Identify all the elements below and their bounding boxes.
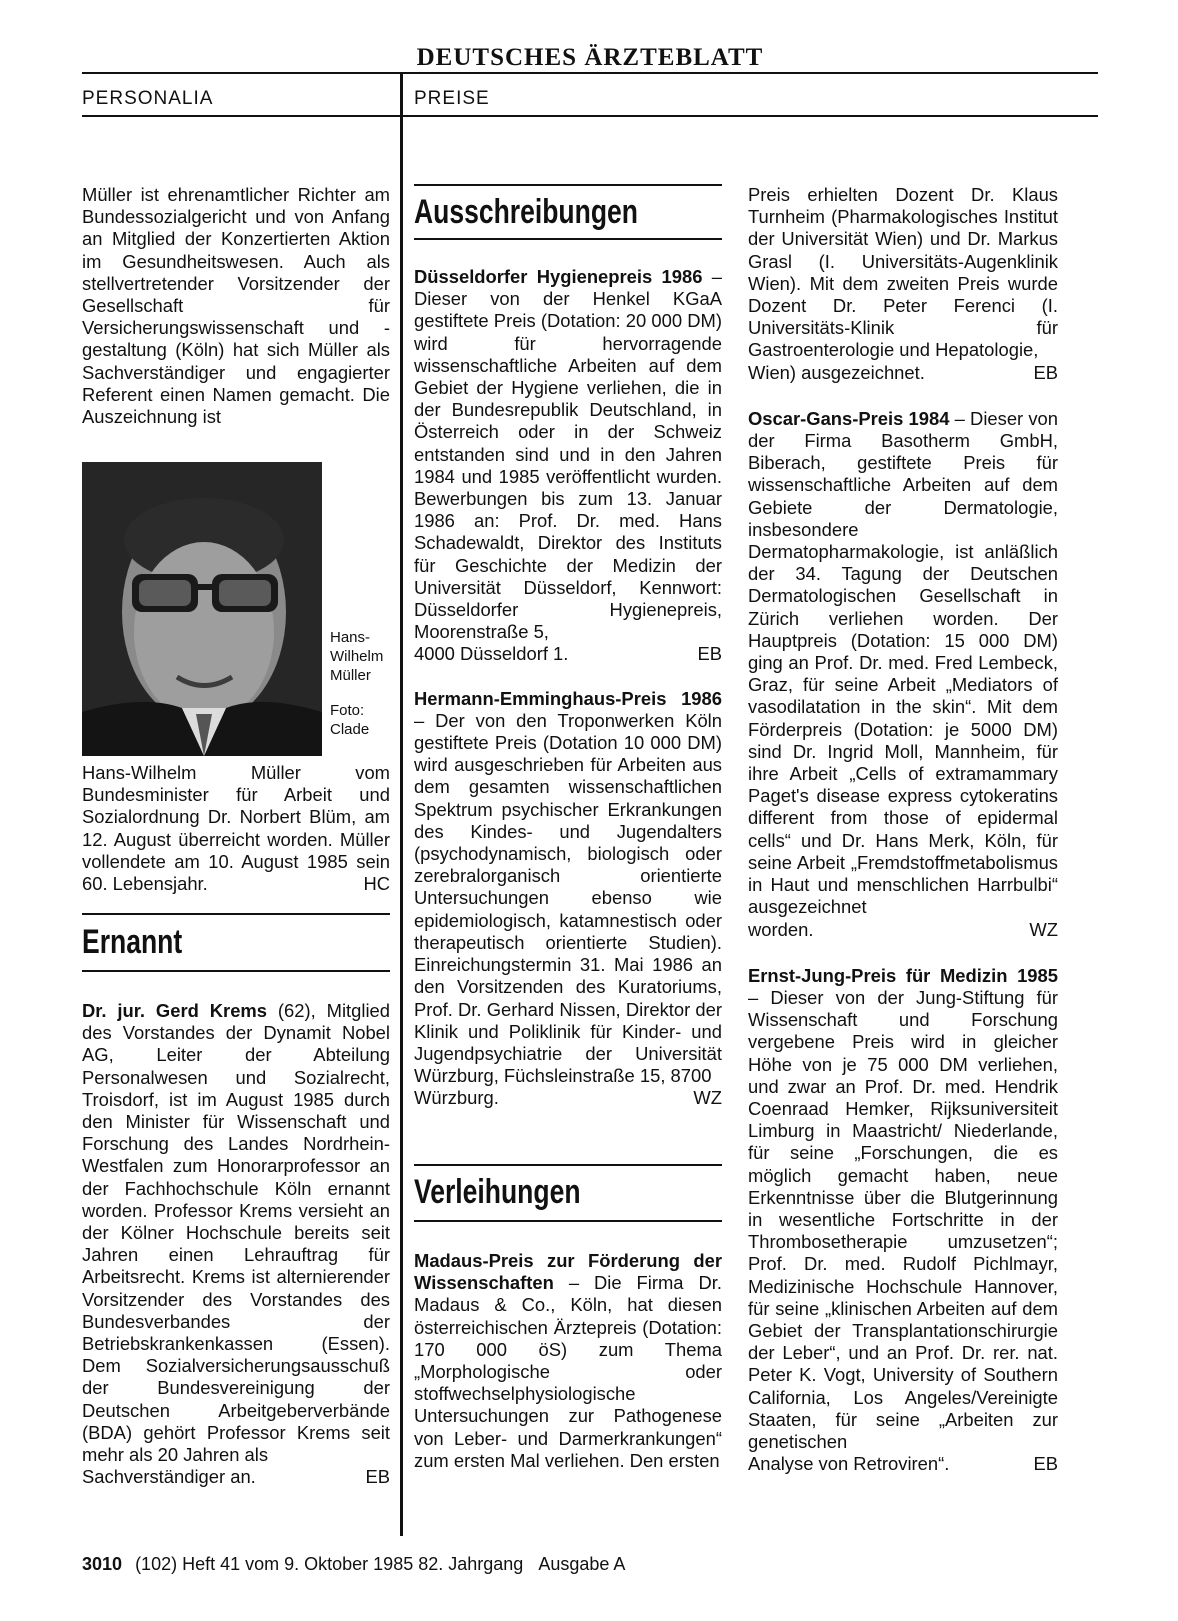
krems-lastline (82, 1466, 390, 1488)
signature-hc: HC (363, 873, 390, 895)
column-1-bottom (82, 1000, 390, 1488)
rule-ernannt (82, 913, 390, 915)
oscar-gans-lastline (748, 919, 1058, 941)
emminghaus-lastline (414, 1087, 722, 1109)
column-divider (400, 72, 403, 1536)
hygienepreis-body: – Dieser von der Henkel KGaA gestiftete Preis (Dotation: 20 000 DM) wird für hervorragende wissenschaftliche Arbeiten auf dem Gebiet der Hygiene verliehen, die in der Bundesrepublik Deutschland, in Österreich oder in der Schweiz entstanden sind und in den Jahren 1984 und 1985 veröffentlicht wurden. Bewerbungen bis zum 13. Januar 1986 an: Prof. Dr. med. Hans Schadewaldt, Direktor des Instituts für Geschichte der Medizin der Universität Düsseldorf, Kennwort: Düsseldorfer Hygienepreis, Moorenstraße 5, (414, 266, 722, 643)
oscar-gans-title: Oscar-Gans-Preis 1984 (748, 407, 950, 429)
hygienepreis-text (414, 266, 722, 643)
column-1-top (82, 184, 390, 428)
photo-caption-credit: Foto: Clade (330, 702, 370, 738)
madaus-title: Madaus-Preis zur Förderung der Wissenschaften (414, 1250, 722, 1294)
signature-wz-oscar: WZ (1029, 918, 1058, 940)
masthead: DEUTSCHES ÄRZTEBLATT (416, 44, 764, 71)
oscar-gans-text (748, 408, 1058, 919)
rule-ernannt-bottom (82, 970, 390, 972)
oscar-gans-last: worden. (748, 918, 814, 940)
section-rule (82, 115, 1098, 117)
ernst-jung-body: – Dieser von der Jung-Stiftung für Wissenschaft und Forschung vergebene Preis wird in gleicher Höhe von je 75 000 DM verliehen, und zwar an Prof. Dr. med. Hendrik Coenraad Hemker, Rijksuniversiteit Limburg in Maastricht/ Niederlande, für seine „Forschungen, die es möglich gemacht haben, neue Erkenntnisse über die Blutgerinnung in wesentliche Fortschritte in der Thrombosetherapie umzusetzen“; Prof. Dr. med. Rudolf Pichlmayr, Medizinische Hochschule Hannover, für seine „klinischen Arbeiten auf dem Gebiet der Transplantationschirurgie der Leber“, und an Prof. Dr. rer. nat. Peter K. Vogt, University of Southern California, Los Angeles/Vereinigte Staaten, für seine „Arbeiten zur genetischen (748, 986, 1058, 1452)
hygienepreis-lastline (414, 643, 722, 665)
signature-wz-emm: WZ (693, 1087, 722, 1109)
emminghaus-text (414, 688, 722, 1088)
krems-last: Sachverständiger an. (82, 1466, 256, 1488)
issue-info: (102) Heft 41 vom 9. Oktober 1985 82. Jahrgang (135, 1554, 524, 1574)
signature-eb-hyg: EB (697, 643, 722, 665)
hygienepreis-title: Düsseldorfer Hygienepreis 1986 (414, 266, 703, 287)
signature-eb-jung: EB (1033, 1453, 1058, 1475)
madaus-body: – Die Firma Dr. Madaus & Co., Köln, hat diesen österreichischen Ärztepreis (Dotation: 170 000 öS) zum Thema „Morphologische oder stoffwechselphysiologische Untersuchungen zur Pathogenese von Leber- und Darmerkrankungen“ zum ersten Mal verliehen. Den ersten (414, 1272, 722, 1471)
oscar-gans-body: – Dieser von der Firma Basotherm GmbH, Biberach, gestiftete Preis für wissenschaftliche Arbeiten auf dem Gebiete der Dermatologie, insbesondere Dermatopharmakologie, ist anläßlich der 34. Tagung der Deutschen Dermatologischen Gesellschaft in Zürich verliehen worden. Der Hauptpreis (Dotation: 15 000 DM) ging an Prof. Dr. med. Fred Lembeck, Graz, für seine Arbeit „Mediators of vasodilatation in the skin“. Mit dem Förderpreis (Dotation: je 5000 DM) sind Dr. Ingrid Moll, Mannheim, für ihre Arbeit „Cells of extramammary Paget's disease express cytokeratins different from those of epidermal cells“ und Dr. Hans Merk, Köln, für seine Arbeit „Fremdstoffmetabolismus in Haut und menschlichen Harrbulbi“ ausgezeichnet (748, 407, 1058, 918)
masthead-rule (82, 72, 1098, 74)
section-label-preise: PREISE (414, 88, 490, 109)
krems-name: Dr. jur. Gerd Krems (82, 1000, 268, 1021)
column-1-middle (82, 762, 390, 895)
hygienepreis-last: 4000 Düsseldorf 1. (414, 643, 569, 665)
krems-text (82, 1000, 390, 1466)
section-label-personalia: PERSONALIA (82, 88, 214, 109)
photo-caption (330, 628, 394, 739)
ernst-jung-title: Ernst-Jung-Preis für Medizin 1985 (748, 964, 1058, 986)
column-2-bottom (414, 1250, 722, 1472)
signature-eb-krems: EB (365, 1466, 390, 1488)
mueller-after-photo-text (82, 762, 390, 895)
emminghaus-body: – Der von den Troponwerken Köln gestiftete Preis (Dotation 10 000 DM) wird ausgeschrieben für Arbeiten aus dem gesamten wissenschaftlichen Spektrum psychischer Erkrankungen des Kindes- und Jugendalters (psychodynamisch, biologisch oder zerebralorganisch orientierte Untersuchungen ebenso wie epidemiologisch, katamnestisch oder therapeutisch orientierte Studien). Einreichungstermin 31. Mai 1986 an den Vorsitzenden des Kuratoriums, Prof. Dr. Gerhard Nissen, Direktor der Klinik und Poliklinik für Kinder- und Jugendpsychiatrie der Universität Würzburg, Füchsleinstraße 15, 8700 (414, 709, 722, 1087)
edition-info: Ausgabe A (538, 1554, 626, 1574)
heading-ernannt: Ernannt (82, 923, 183, 961)
rule-verleihungen-bottom (414, 1220, 722, 1222)
ernst-jung-lastline (748, 1453, 1058, 1475)
page-footer (82, 1553, 625, 1575)
madaus-text (414, 1250, 722, 1472)
page-number: 3010 (82, 1554, 123, 1574)
emminghaus-last: Würzburg. (414, 1087, 499, 1109)
rule-verleihungen (414, 1164, 722, 1166)
ernst-jung-last: Analyse von Retroviren“. (748, 1453, 950, 1475)
madaus-continued-text: Preis erhielten Dozent Dr. Klaus Turnheim (Pharmakologisches Institut der Universität Wien) und Dr. Markus Grasl (I. Universitäts-Augenklinik Wien). Mit dem zweiten Preis wurde Dozent Dr. Peter Ferenci (I. Universitäts-Klinik für Gastroenterologie und Hepatologie, (748, 184, 1058, 361)
madaus-lastline (748, 362, 1058, 384)
column-3 (748, 184, 1058, 1475)
mueller-intro-text: Müller ist ehrenamtlicher Richter am Bundessozialgericht und von Anfang an Mitglied der Konzertierten Aktion im Gesundheitswesen. Auch als stellvertretender Vorsitzender der Gesellschaft für Versicherungswissenschaft und -gestaltung (Köln) hat sich Müller als Sachverständiger und engagierter Referent einen Namen gemacht. Die Auszeichnung ist (82, 184, 390, 428)
emminghaus-title: Hermann-Emminghaus-Preis 1986 (414, 687, 722, 709)
portrait-photo (82, 462, 322, 756)
signature-eb-madaus: EB (1033, 361, 1058, 383)
portrait-image (82, 462, 322, 756)
heading-verleihungen: Verleihungen (414, 1173, 581, 1211)
rule-ausschreibungen (414, 184, 722, 186)
krems-body: (62), Mitglied des Vorstandes der Dynamit Nobel AG, Leiter der Abteilung Personalwesen und Sozialrecht, Troisdorf, ist im August 1985 durch den Minister für Wissenschaft und Forschung des Landes Nordrhein-Westfalen zum Honorarprofessor an der Fachhochschule Köln ernannt worden. Professor Krems versieht an der Kölner Hochschule bereits seit Jahren einen Lehrauftrag für Arbeitsrecht. Krems ist alternierender Vorsitzender des Vorstandes des Bundesverbandes der Betriebskrankenkassen (Essen). Dem Sozialversicherungsausschuß der Bundesvereinigung der Deutschen Arbeitgeberverbände (BDA) gehört Professor Krems seit mehr als 20 Jahren als (82, 1000, 391, 1466)
heading-ausschreibungen: Ausschreibungen (414, 193, 638, 231)
rule-ausschreibungen-bottom (414, 238, 722, 240)
madaus-last: Wien) ausgezeichnet. (748, 361, 925, 383)
mueller-after-photo-body: Hans-Wilhelm Müller vom Bundesminister für Arbeit und Sozialordnung Dr. Norbert Blüm, am 12. August überreicht worden. Müller vollendete am 10. August 1985 sein 60. Lebensjahr. (82, 762, 390, 895)
column-2-top (414, 266, 722, 1110)
ernst-jung-text (748, 965, 1058, 1453)
photo-caption-name: Hans-Wilhelm Müller (330, 629, 384, 684)
